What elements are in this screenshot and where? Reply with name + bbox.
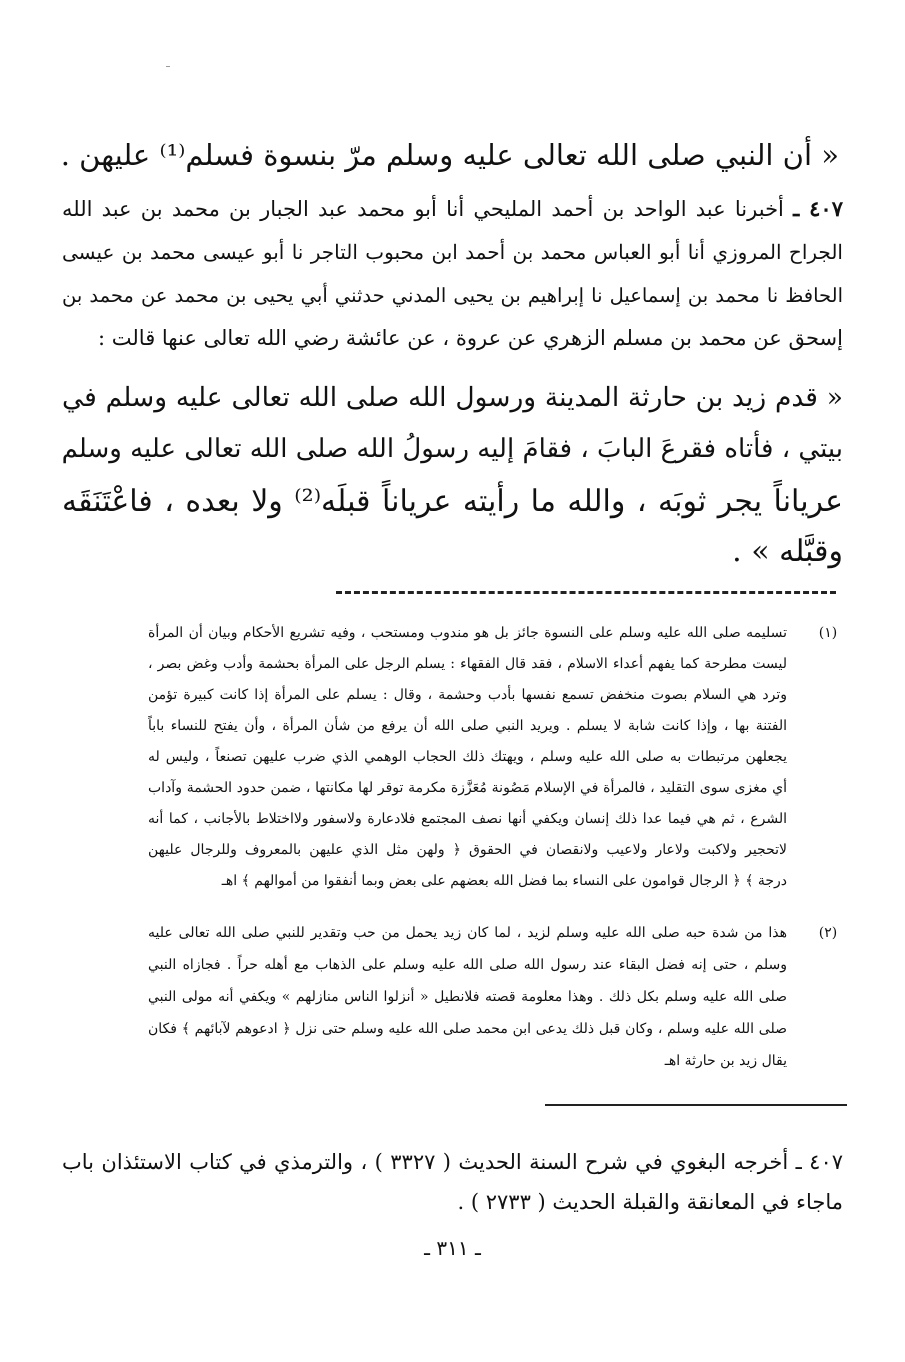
footnote-1-line: أي مغزى سوى التقليد ، فالمرأة في الإسلام مَصُونة مُعَزَّزة مكرمة توقر لها مكانتها ، ضمن حدود الحشمة وآداب: [148, 780, 787, 796]
isnad-text-1: أخبرنا عبد الواحد بن أحمد المليحي أنا أبو محمد عبد الجبار بن محمد بن عبد الله: [62, 197, 784, 221]
footnote-2-line: هذا من شدة حبه صلى الله عليه وسلم لزيد ، لما كان زيد يحمل من حب وتقدير للنبي صلى الله تعالى عليه: [148, 925, 787, 941]
footnote-1-line: يجعلهن مرتبطات به صلى الله عليه وسلم ، ويهتك ذلك الحجاب الوهمي الذي ضرب عليهن تصنعاً ، وليس له: [148, 749, 787, 765]
footnote-2-line: يقال زيد بن حارثة اهـ: [664, 1053, 787, 1069]
footnote-1-line: الفتنة بها ، وإذا كانت شابة لا يسلم . ويريد النبي صلى الله أن يرفع من شأن المرأة ، وأن يفتح للنساء باباً: [148, 718, 787, 734]
isnad-line-4: إسحق عن محمد بن مسلم الزهري عن عروة ، عن عائشة رضي الله تعالى عنها قالت :: [98, 326, 843, 350]
footnote-1-line: لاتحجير ولاكبت ولاعار ولاعيب ولانقصان في الحقوق ﴿ ولهن مثل الذي عليهن بالمعروف وللرجال عليهن: [148, 842, 787, 858]
footnote-2-line: صلى الله عليه وسلم ، وكان قبل ذلك يدعى ابن محمد صلى الله عليه وسلم حتى نزل ﴿ ادعوهم لآبائهم ﴾ فكان: [148, 1021, 787, 1037]
footnote-1-line: درجة ﴾ ﴿ الرجال قوامون على النساء بما فضل الله بعضهم على بعض وبما أنفقوا من أموالهم ﴾ اهـ: [221, 873, 787, 889]
scan-mark: [166, 66, 170, 67]
takhrij-line-2: ماجاء في المعانقة والقبلة الحديث ( ٢٧٣٣ ) .: [457, 1190, 843, 1214]
matn-line-2: بيتي ، فأتاه فقرعَ البابَ ، فقامَ إليه رسولُ الله صلى الله تعالى عليه وسلم: [61, 434, 843, 464]
hadith-number: ٤٠٧ ـ: [793, 196, 843, 221]
footnote-2-line: وسلم ، حتى إنه فضل البقاء عند رسول الله صلى الله عليه وسلم على الذهاب مع أهله حراً . فجازاه النبي: [148, 957, 787, 973]
takhrij-line-1: ٤٠٧ ـ أخرجه البغوي في شرح السنة الحديث ( ٣٣٢٧ ) ، والترمذي في كتاب الاستئذان باب: [62, 1150, 844, 1174]
matn-line-3: عرياناً يجر ثوبَه ، والله ما رأيته عرياناً قبلَه⁽²⁾ ولا بعده ، فاعْتَنَقَه: [62, 484, 843, 519]
footnote-1-line: ليست مطرحة كما يفهم أعداء الاسلام ، فقد قال الفقهاء : يسلم الرجل على المرأة بحشمة وأدب وغض بصر ،: [148, 656, 787, 672]
matn-line-1: « قدم زيد بن حارثة المدينة ورسول الله صلى الله تعالى عليه وسلم في: [62, 382, 843, 413]
footnote-1-number: (١): [818, 625, 838, 641]
footnote-1-line: الشرع ، ثم هي فيما عدا ذلك إنسان ويكفي أنها نصف المجتمع فلادعارة ولاسفور ولااختلاط بالأجانب ، كما أنه: [148, 811, 787, 827]
isnad-line-1: [62, 196, 843, 221]
opening-quote: « أن النبي صلى الله تعالى عليه وسلم مرّ بنسوة فسلم⁽¹⁾ عليهن .: [60, 138, 839, 172]
footnote-separator: [336, 591, 836, 594]
footnote-1-line: وترد هي السلام بصوت منخفض تسمع نفسها بأدب وحشمة ، وقال : يسلم على المرأة إذا كانت كبيرة تؤمن: [148, 687, 787, 703]
matn-line-4: وقبَّله » .: [732, 534, 843, 569]
page-number: ـ ٣١١ ـ: [424, 1236, 481, 1260]
footnote-2-line: صلى الله عليه وسلم بكل ذلك . وهذا معلومة قصته فلانطيل « أنزلوا الناس منازلهم » ويكفي أنه مولى النبي: [148, 989, 787, 1005]
footnote-1-line: تسليمه صلى الله عليه وسلم على النسوة جائز بل هو مندوب ومستحب ، وفيه تشريع الأحكام وبيان أن المرأة: [148, 625, 787, 641]
takhrij-separator: [545, 1104, 847, 1106]
isnad-line-2: الجراح المروزي أنا أبو العباس محمد بن أحمد ابن محبوب التاجر نا أبو عيسى محمد بن عيسى: [62, 240, 843, 264]
isnad-line-3: الحافظ نا محمد بن إسماعيل نا إبراهيم بن يحيى المدني حدثني أبي يحيى بن محمد عن محمد بن: [62, 284, 843, 307]
footnote-2-number: (٢): [818, 925, 838, 941]
